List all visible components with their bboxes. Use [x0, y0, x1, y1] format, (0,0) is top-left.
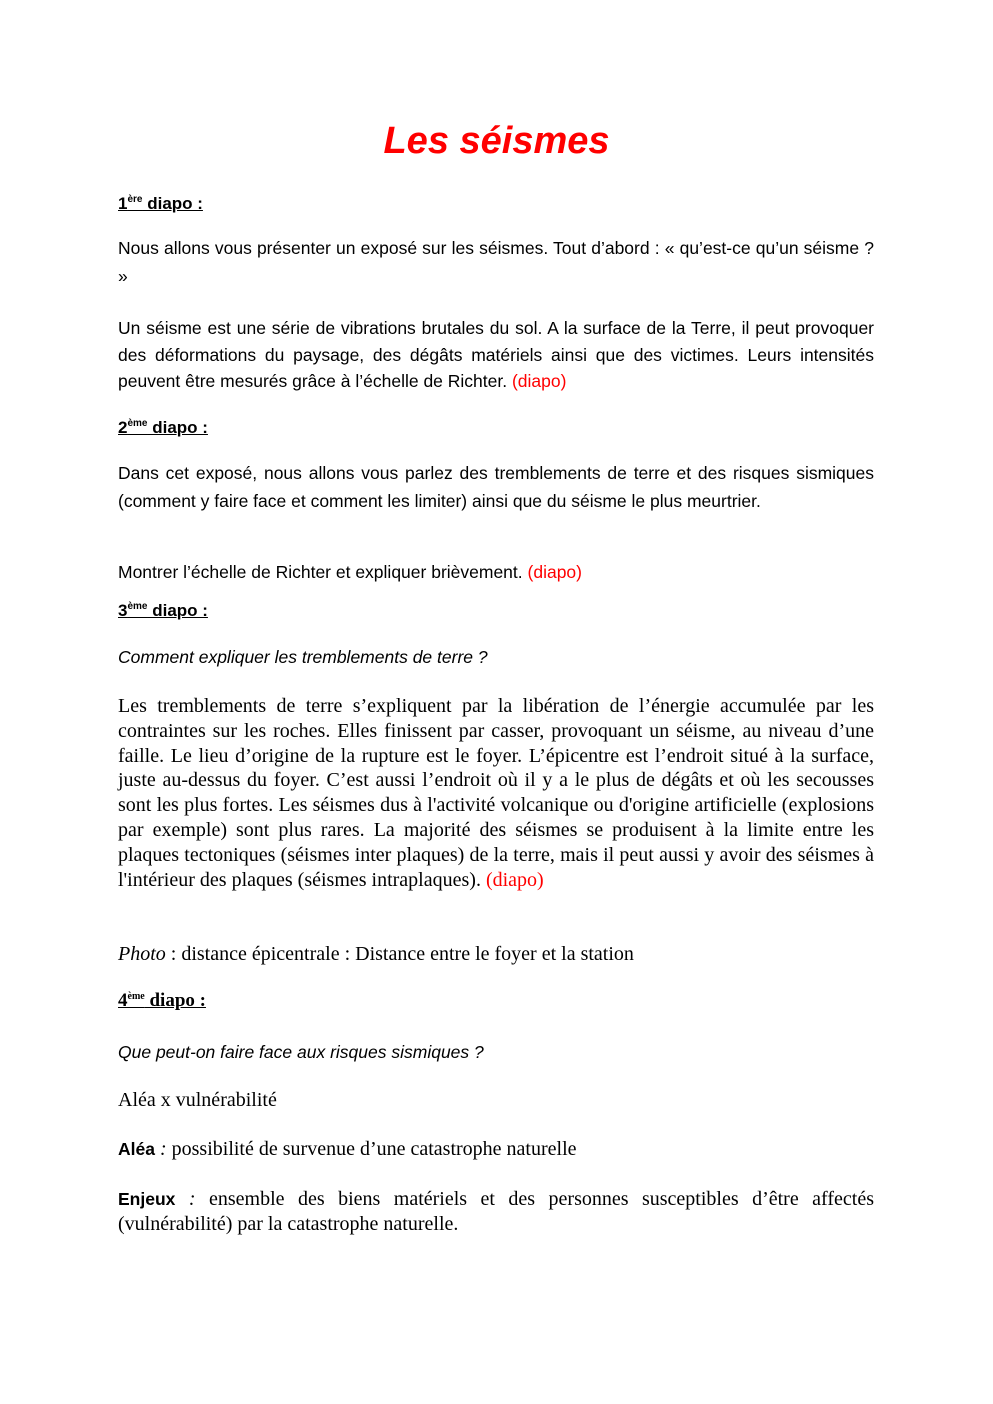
- diapo-reference: (diapo): [485, 868, 544, 891]
- heading-text: diapo :: [142, 194, 203, 213]
- diapo-2-instruction-paragraph: [118, 558, 874, 586]
- diapo-reference: (diapo): [511, 371, 567, 391]
- diapo-4-formula: Aléa x vulnérabilité: [118, 1089, 277, 1111]
- diapo-4-alea-definition: [118, 1137, 874, 1162]
- diapo-1-intro-paragraph: Nous allons vous présenter un exposé sur les séismes. Tout d’abord : « qu’est-ce qu’un séisme ? »: [118, 238, 874, 286]
- diapo-1-definition-paragraph: [118, 315, 874, 395]
- diapo-3-photo-caption: [118, 942, 874, 967]
- enjeux-term: Enjeux: [118, 1189, 176, 1209]
- document-title: Les séismes: [383, 120, 610, 162]
- heading-number: 3: [118, 601, 128, 620]
- diapo-4-question: Que peut-on faire face aux risques sismiques ?: [118, 1042, 484, 1062]
- heading-superscript: ème: [127, 991, 145, 1002]
- definition-separator: :: [154, 1138, 167, 1160]
- definition-separator: :: [175, 1188, 196, 1210]
- enjeux-definition-text: ensemble des biens matériels et des personnes susceptibles d’être affectés (vulnérabilité) par la catastrophe naturelle.: [118, 1188, 874, 1235]
- diapo-reference: (diapo): [527, 562, 582, 582]
- heading-number: 1: [118, 194, 128, 213]
- explanation-text: Les tremblements de terre s’expliquent par la libération de l’énergie accumulée par les contraintes sur les roches. Elles finissent par casser, provoquant un séisme, au niveau d’une faille. Le lieu d’origine de la rupture est le foyer. L’épicentre est l’endroit situé à la surface, juste au-dessus du foyer. C’est aussi l’endroit où il y a le plus de dégâts et où les secousses sont les plus fortes. Les séismes dus à l'activité volcanique ou d'origine artificielle (explosions par exemple) sont plus rares. La majorité des séismes se produisent à la limite entre les plaques tectoniques (séismes inter plaques) de la terre, mais il peut aussi y avoir des séismes à l'intérieur des plaques (séismes intraplaques).: [118, 695, 874, 891]
- heading-superscript: ère: [127, 194, 143, 205]
- diapo-3-heading: [118, 601, 874, 621]
- definition-text: Un séisme est une série de vibrations brutales du sol. A la surface de la Terre, il peut provoquer des déformations du paysage, des dégâts matériels ainsi que des victimes. Leurs intensités peuvent être mesurés grâce à l’échelle de Richter.: [118, 318, 874, 391]
- heading-superscript: ème: [127, 418, 148, 429]
- heading-number: 4: [118, 990, 128, 1011]
- diapo-1-heading: [118, 194, 874, 214]
- diapo-3-explanation-paragraph: [118, 694, 874, 892]
- heading-number: 2: [118, 418, 128, 437]
- alea-definition-text: possibilité de survenue d’une catastrophe naturelle: [166, 1138, 577, 1160]
- diapo-3-question: Comment expliquer les tremblements de terre ?: [118, 647, 488, 667]
- instruction-text: Montrer l’échelle de Richter et expliquer brièvement.: [118, 562, 523, 582]
- photo-caption-text: : distance épicentrale : Distance entre le foyer et la station: [165, 943, 634, 965]
- diapo-2-heading: [118, 418, 874, 438]
- heading-text: diapo :: [147, 601, 208, 620]
- heading-text: diapo :: [147, 418, 208, 437]
- diapo-2-intro-paragraph: Dans cet exposé, nous allons vous parlez des tremblements de terre et des risques sismiques (comment y faire face et comment les limiter) ainsi que du séisme le plus meurtrier.: [118, 463, 874, 511]
- diapo-4-enjeux-definition: [118, 1187, 874, 1237]
- diapo-4-heading: [118, 990, 874, 1012]
- alea-term: Aléa: [118, 1139, 155, 1159]
- heading-text: diapo :: [144, 990, 206, 1011]
- photo-label: Photo: [118, 943, 166, 965]
- heading-superscript: ème: [127, 601, 148, 612]
